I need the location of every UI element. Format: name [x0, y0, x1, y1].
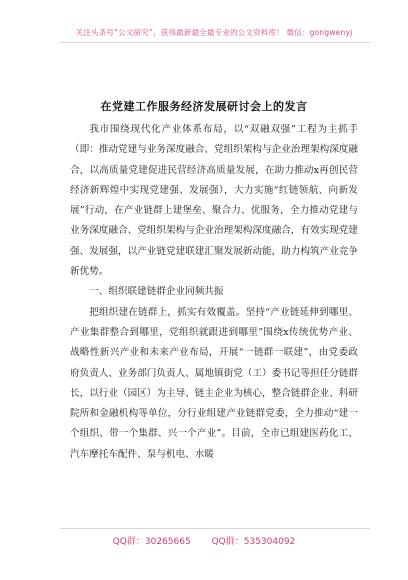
footer-banner: [0, 534, 408, 547]
section-heading-1: 一、组织联建链群企业同频共振: [89, 286, 224, 298]
footer-qq-group-2: QQ群：535304092: [211, 537, 296, 547]
document-title: 在党建工作服务经济发展研讨会上的发言: [100, 100, 308, 113]
paragraph-intro: 我市围绕现代化产业体系布局，以“双融双强”工程为主抓手（即：推动党建与业务深度融合、党组织架构与企业治理架构深度融合，以高质量党建促进民营经济高质量发展，在助力推动x再创民营经济新辉煌中实现党建强、发展强），大力实施“红链领航、向新发展”行动，在产业链群上建堡垒、聚合力、优服务，全力推动党建与业务深度融合、党组织架构与企业治理架构深度融合，有效实现党建强、发展强，以产业链党建联建汇聚发展新动能，助力构筑产业竞争新优势。: [70, 124, 358, 278]
footer-divider: [60, 528, 370, 529]
footer-qq-group-1: QQ群：30265665: [112, 537, 191, 547]
header-divider: [60, 42, 370, 43]
document-body: [70, 120, 358, 465]
paragraph-section-1: 把组织建在链群上，抓实有效覆盖。坚持“产业链延伸到哪里、产业集群整合到哪里，党组织就跟进到哪里”围绕x传统优势产业、战略性新兴产业和未来产业布局，开展“一链群一联建”，由党委政府负责人、业务部门负责人、属地镇街党（工）委书记等担任分链群长，以行业（园区）为主导、链主企业为核心，整合链群企业、科研院所和金融机构等单位，分行业组建产业链群党委，全力推动“建一个组织、带一个集群、兴一个产业”。目前，全市已组建医药化工、汽车摩托车配件、泵与机电、水暖: [70, 306, 358, 460]
header-banner: 关注头条号“公文研究”，获得最新最全最专业的公文资料库！ 微信：gongwenyj: [75, 28, 353, 37]
